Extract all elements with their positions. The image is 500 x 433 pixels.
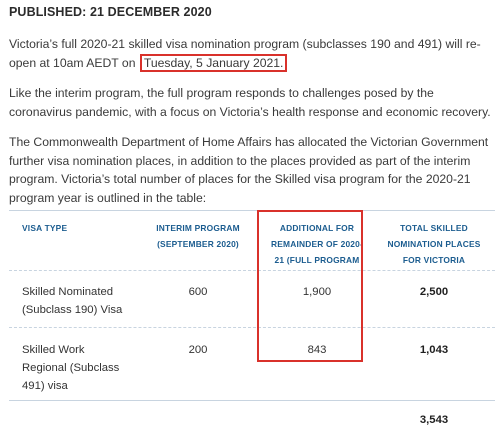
row2-visa-type: Skilled Work Regional (Subclass 491) visa (22, 344, 120, 392)
interim-paragraph: Like the interim program, the full program responds to challenges posed by the coronavirus pandemic, with a focus on Victoria’s health response and economic recovery. (9, 86, 491, 119)
header-interim-program: INTERIM PROGRAM (SEPTEMBER 2020) (156, 223, 240, 249)
highlighted-date: Tuesday, 5 January 2021. (140, 54, 288, 72)
row1-additional: 1,900 (302, 286, 332, 298)
row2-interim: 200 (188, 344, 208, 356)
published-date: PUBLISHED: 21 DECEMBER 2020 (9, 5, 212, 19)
allocation-paragraph: The Commonwealth Department of Home Affairs has allocated the Victorian Government further visa nomination places, in addition to the places provided as part of the interim program. Victoria’s total number of places for the Skilled visa program for the 2020-21 program year is outlined in the table: (9, 135, 489, 205)
header-visa-type: VISA TYPE (22, 223, 68, 233)
grand-total: 3,543 (419, 414, 449, 426)
row2-total: 1,043 (419, 344, 449, 356)
header-additional: ADDITIONAL FOR REMAINDER OF 2020-21 (FULL PROGRAM (270, 223, 364, 265)
row1-visa-type: Skilled Nominated (Subclass 190) Visa (22, 286, 123, 316)
header-total: TOTAL SKILLED NOMINATION PLACES FOR VICTORIA (387, 223, 481, 265)
row1-interim: 600 (188, 286, 208, 298)
row2-additional: 843 (307, 344, 327, 356)
header-rule (9, 270, 495, 271)
intro-paragraph (9, 35, 493, 72)
intro-text: Victoria’s full 2020-21 skilled visa nomination program (subclasses 190 and 491) will re-open at 10am AEDT on (9, 37, 481, 70)
highlight-additional-column (257, 210, 363, 362)
row2-rule (9, 400, 495, 401)
row1-total: 2,500 (419, 286, 449, 298)
places-table (9, 210, 495, 433)
row1-rule (9, 327, 495, 328)
table-top-rule (9, 210, 495, 211)
